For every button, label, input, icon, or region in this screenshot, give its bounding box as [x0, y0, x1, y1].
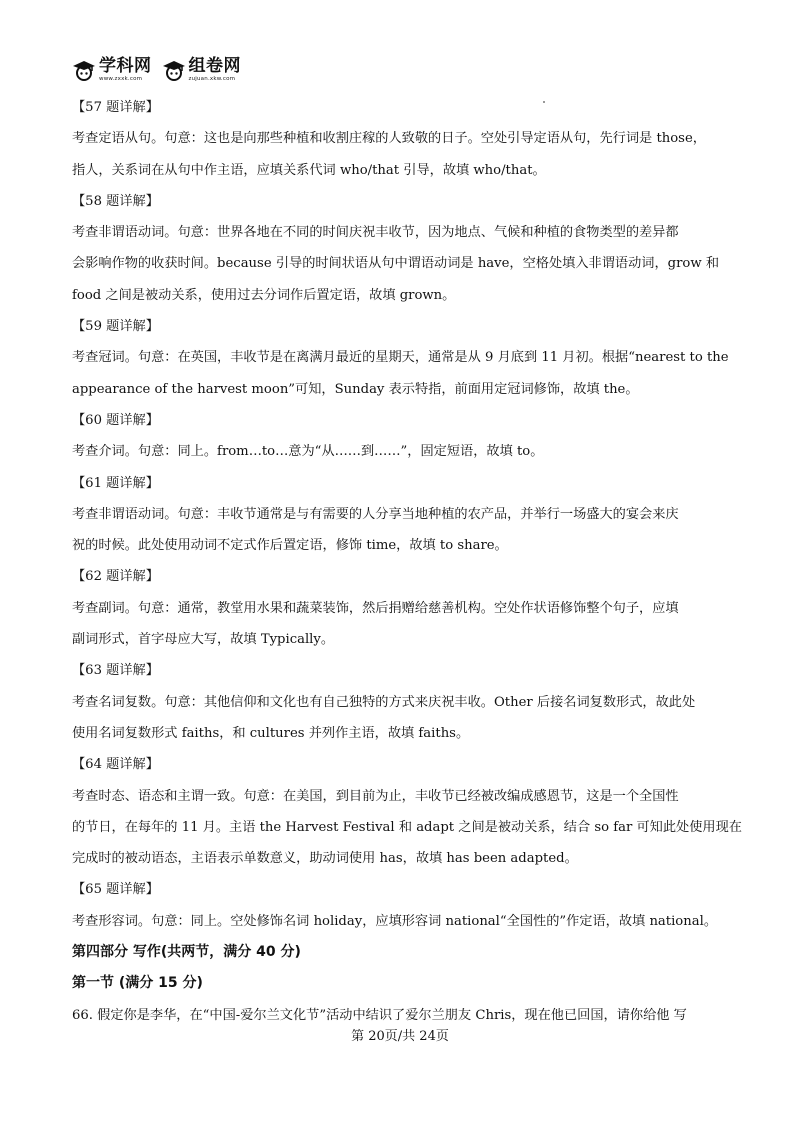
explanation-line: 的节日，在每年的 11 月。主语 the Harvest Festival 和 adapt 之间是被动关系，结合 so far 可知此处使用现在	[72, 819, 742, 835]
explanation-line: food 之间是被动关系，使用过去分词作后置定语，故填 grown。	[72, 287, 456, 303]
header	[72, 58, 251, 92]
graduation-cap-icon	[162, 59, 186, 81]
explanation-line: 考查形容词。句意：同上。空处修饰名词 holiday，应填形容词 national“全国性的”作定语，故填 national。	[72, 913, 718, 929]
section-heading-57: 【57 题详解】	[72, 100, 159, 115]
section-one-heading: 第一节 (满分 15 分)	[72, 975, 203, 992]
section-heading-58: 【58 题详解】	[72, 193, 159, 209]
section-heading-63: 【63 题详解】	[72, 663, 159, 679]
zujuan-logo	[162, 58, 242, 83]
section-heading-65: 【65 题详解】	[72, 882, 159, 898]
explanation-line: 考查介词。句意：同上。from…to…意为“从……到……”，固定短语，故填 to。	[72, 444, 544, 460]
explanation-line: 指人，关系词在从句中作主语，应填关系代词 who/that 引导，故填 who/that。	[72, 162, 546, 178]
section-heading-64: 【64 题详解】	[72, 757, 159, 773]
explanation-line: appearance of the harvest moon”可知，Sunday 表示特指，前面用定冠词修饰，故填 the。	[72, 381, 639, 397]
logo-url: www.zxxk.com	[99, 76, 143, 82]
page-number: 第 20页/共 24页	[351, 1029, 449, 1044]
explanation-line: 考查名词复数。句意：其他信仰和文化也有自己独特的方式来庆祝丰收。Other 后接名词复数形式，故此处	[72, 694, 696, 710]
explanation-line: 考查时态、语态和主谓一致。句意：在美国，到目前为止，丰收节已经被改编成感恩节，这是一个全国性	[72, 788, 679, 804]
explanation-line: 考查副词。句意：通常，教堂用水果和蔬菜装饰，然后捐赠给慈善机构。空处作状语修饰整个句子，应填	[72, 600, 679, 616]
section-heading-59: 【59 题详解】	[72, 319, 159, 335]
explanation-line: 考查冠词。句意：在英国，丰收节是在离满月最近的星期天，通常是从 9 月底到 11 月初。根据“nearest to the	[72, 350, 729, 366]
part-four-heading: 第四部分 写作(共两节，满分 40 分)	[72, 944, 301, 961]
section-heading-60: 【60 题详解】	[72, 412, 159, 428]
question-66-prompt: 66. 假定你是李华，在“中国-爱尔兰文化节”活动中结识了爱尔兰朋友 Chris，现在他已回国，请你给他 写	[72, 1007, 687, 1023]
explanation-line: 考查非谓语动词。句意：丰收节通常是与有需要的人分享当地种植的农产品，并举行一场盛大的宴会来庆	[72, 506, 679, 522]
section-heading-61: 【61 题详解】	[72, 475, 159, 491]
explanation-line: 完成时的被动语态，主语表示单数意义，助动词使用 has，故填 has been adapted。	[72, 851, 578, 867]
explanation-line: 使用名词复数形式 faiths，和 cultures 并列作主语，故填 faiths。	[72, 725, 470, 741]
explanation-line: 考查非谓语动词。句意：世界各地在不同的时间庆祝丰收节，因为地点、气候和种植的食物类型的差异都	[72, 225, 679, 241]
logo-name: 学科网	[99, 56, 152, 76]
logo-name: 组卷网	[188, 56, 241, 76]
graduation-cap-icon	[72, 59, 96, 81]
explanation-line: 副词形式，首字母应大写，故填 Typically。	[72, 632, 335, 648]
page-body	[72, 92, 742, 1031]
zxxk-logo	[72, 58, 152, 83]
logo-url: zujuan.xkw.com	[188, 76, 236, 82]
section-heading-62: 【62 题详解】	[72, 569, 159, 585]
explanation-line: 考查定语从句。句意：这也是向那些种植和收割庄稼的人致敬的日子。空处引导定语从句，先行词是 those，	[72, 131, 706, 147]
explanation-line: 会影响作物的收获时间。because 引导的时间状语从句中谓语动词是 have，空格处填入非谓语动词，grow 和	[72, 256, 720, 272]
explanation-line: 祝的时候。此处使用动词不定式作后置定语，修饰 time，故填 to share。	[72, 538, 508, 554]
